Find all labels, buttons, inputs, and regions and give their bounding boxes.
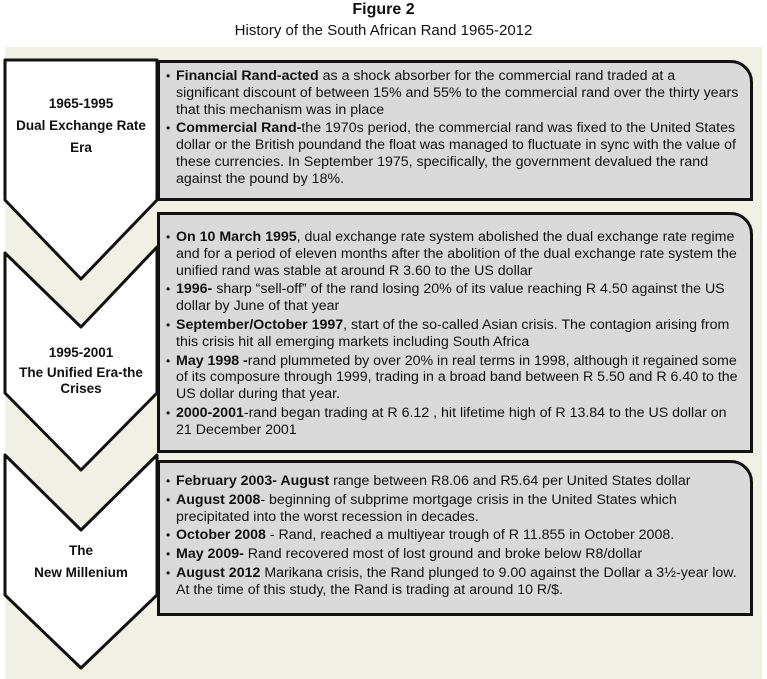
item-text: Rand recovered most of lost ground and broke below R8/dollar bbox=[243, 546, 643, 563]
item-text: -rand began trading at R 6.12 , hit lifetime high of R 13.84 to the US dollar on 21 December 2001 bbox=[176, 404, 727, 438]
list-item bbox=[166, 405, 742, 439]
list-item bbox=[166, 473, 742, 490]
item-heading: 2000-2001 bbox=[176, 404, 244, 421]
era-name: New Millenium bbox=[34, 565, 128, 580]
era-name: Era bbox=[70, 140, 92, 155]
list-item bbox=[166, 353, 742, 403]
item-heading: August 2012 bbox=[176, 564, 261, 581]
list-item bbox=[166, 565, 742, 599]
item-heading: October 2008 bbox=[176, 527, 266, 544]
item-text: , start of the so-called Asian crisis. The contagion arising from this crisis hit all emerging markets including South Africa bbox=[176, 316, 730, 350]
item-text: as a shock absorber for the commercial rand traded at a significant discount of between 15% and 55% to the commercial rand over the thirty years that this mechanism was in place bbox=[176, 68, 739, 118]
item-text: - beginning of subprime mortgage crisis in the United States which precipitated into the worst recession in decades. bbox=[176, 491, 677, 525]
era-box-1 bbox=[157, 60, 753, 201]
item-heading: Financial Rand-acted bbox=[176, 68, 319, 84]
item-heading: Commercial Rand- bbox=[176, 120, 302, 137]
list-item bbox=[166, 229, 742, 279]
era-period: 1965-1995 bbox=[48, 96, 114, 111]
item-heading: May 1998 - bbox=[176, 352, 248, 369]
era-label-2 bbox=[5, 345, 157, 397]
era-period: 1995-2001 bbox=[48, 345, 114, 360]
item-heading: 1996- bbox=[176, 281, 213, 298]
list-item bbox=[166, 317, 742, 351]
item-text: - Rand, reached a multiyear trough of R 11.855 in October 2008. bbox=[265, 527, 675, 544]
era-box-2 bbox=[157, 212, 753, 453]
era-period: The bbox=[68, 543, 93, 558]
item-heading: September/October 1997 bbox=[176, 316, 344, 333]
item-text: rand plummeted by over 20% in real terms in 1998, although it regained some of its composure through 1999, trading in a broad band between R 5.50 and R 6.40 to the US dollar during that year. bbox=[176, 352, 738, 403]
list-item bbox=[166, 527, 742, 544]
list-item bbox=[166, 68, 742, 118]
item-text: the 1970s period, the commercial rand was fixed to the United States dollar or the British poundand the float was managed to fluctuate in sync with the value of these currencies. In September 1975, specifically, the government devalued the rand against the pound by 18%. bbox=[176, 120, 736, 187]
list-item bbox=[166, 281, 742, 315]
figure-title: History of the South African Rand 1965-2012 bbox=[234, 22, 533, 39]
item-heading: On 10 March 1995 bbox=[176, 229, 297, 245]
item-heading: May 2009- bbox=[176, 546, 244, 563]
era-box-3 bbox=[157, 460, 753, 616]
era-name: Dual Exchange Rate bbox=[16, 118, 146, 133]
list-item bbox=[166, 546, 742, 563]
list-item bbox=[166, 492, 742, 526]
era-name: The Unified Era-the bbox=[19, 365, 143, 380]
item-heading: February 2003- August bbox=[176, 473, 330, 489]
item-heading: August 2008 bbox=[176, 491, 261, 508]
list-item bbox=[166, 120, 742, 187]
figure-label: Figure 2 bbox=[352, 1, 415, 18]
era-label-1 bbox=[5, 93, 157, 159]
item-text: sharp “sell-off” of the rand losing 20% of its value reaching R 4.50 against the US dollar by June of that year bbox=[176, 281, 725, 315]
item-text: range between R8.06 and R5.64 per United States dollar bbox=[329, 473, 691, 489]
item-text: , dual exchange rate system abolished the dual exchange rate regime and for a period of eleven months after the abolition of the dual exchange rate system the unified rand was stable at around R 3.60 to the US dollar bbox=[176, 229, 737, 279]
era-name: Crises bbox=[60, 381, 102, 396]
item-text: Marikana crisis, the Rand plunged to 9.00 against the Dollar a 3½-year low. At the time of this study, the Rand is trading at around 10 R/$. bbox=[176, 564, 737, 598]
era-label-3 bbox=[5, 540, 157, 584]
